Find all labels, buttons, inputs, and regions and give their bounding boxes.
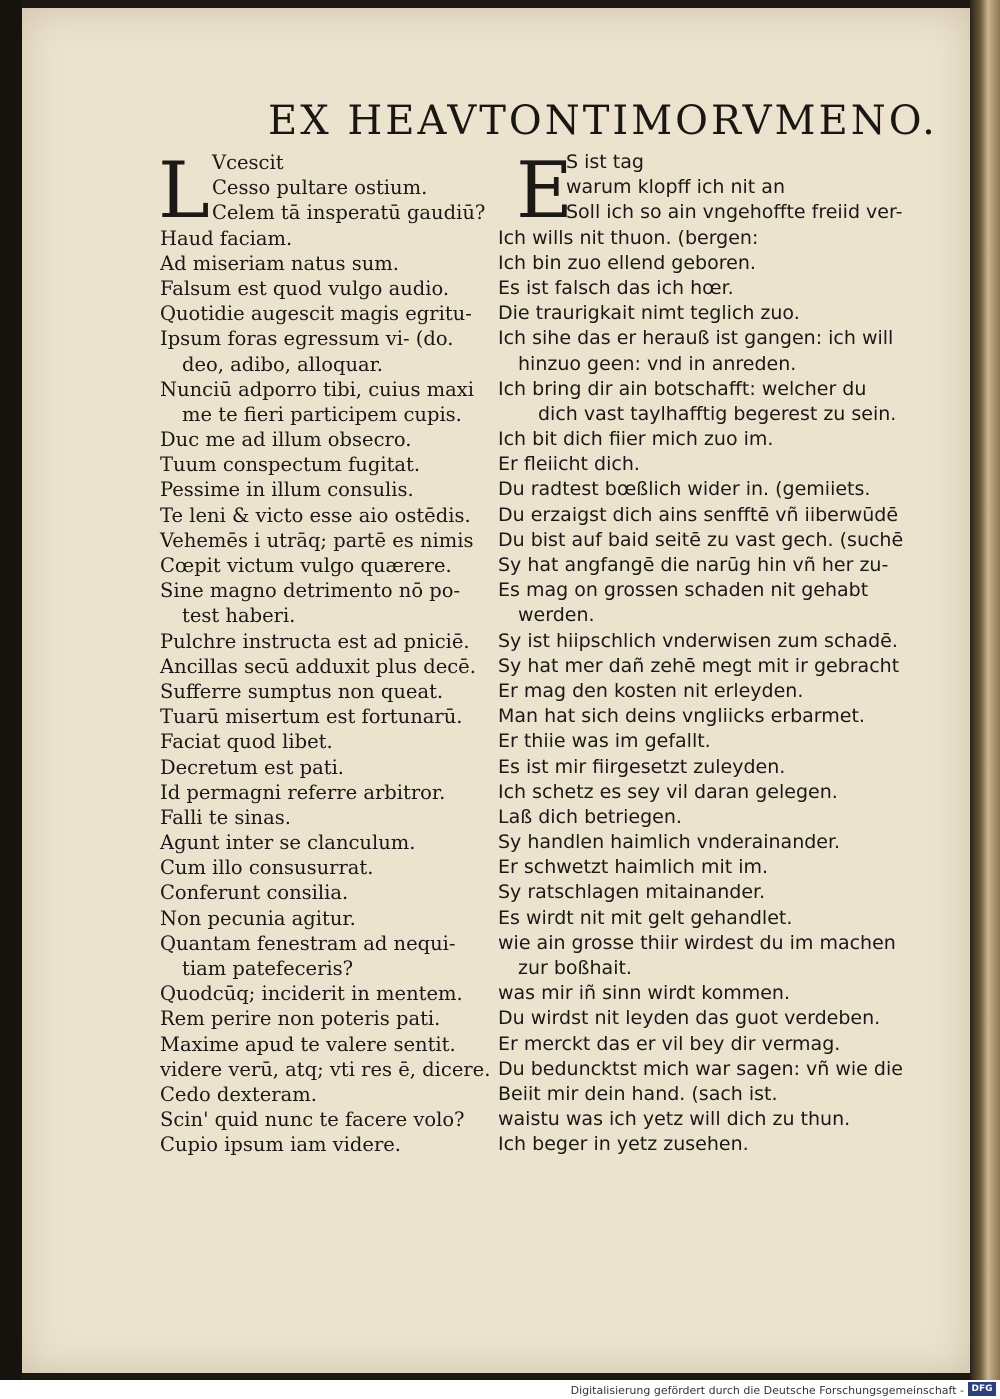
german-line: Du wirdst nit leyden das guot verdeben.: [498, 1007, 881, 1030]
german-line: Du erzaigst dich ains senfftē vñ iiberwūdē: [498, 503, 899, 526]
latin-line: Sine magno detrimento nō po-: [160, 579, 461, 603]
german-line: was mir iñ sinn wirdt kommen.: [498, 982, 791, 1005]
latin-line: me te fieri participem cupis.: [182, 402, 462, 426]
latin-line: Scin' quid nunc te facere volo?: [160, 1108, 465, 1132]
german-line: Es wirdt nit mit gelt gehandlet.: [498, 906, 793, 929]
dfg-logo: DFG: [968, 1382, 996, 1396]
german-line: Er schwetzt haimlich mit im.: [498, 856, 769, 879]
german-line: Man hat sich deins vngliicks erbarmet.: [498, 705, 865, 728]
german-line: Er mag den kosten nit erleyden.: [498, 679, 804, 702]
german-line: Beiit mir dein hand. (sach ist.: [498, 1082, 778, 1105]
german-line: waistu was ich yetz will dich zu thun.: [498, 1108, 851, 1131]
german-line: Ich bin zuo ellend geboren.: [498, 251, 756, 274]
drop-initial-left: L: [158, 146, 210, 236]
drop-initial-right: E: [516, 146, 573, 236]
german-line: hinzuo geen: vnd in anreden.: [518, 352, 797, 375]
german-column: [498, 146, 938, 1158]
latin-line: tiam patefeceris?: [182, 957, 354, 980]
latin-line: Non pecunia agitur.: [160, 906, 356, 930]
latin-line: Cesso pultare ostium.: [212, 176, 428, 200]
latin-line: Cœpit victum vulgo quærere.: [160, 554, 452, 577]
latin-column: [158, 146, 500, 1158]
latin-line: Haud faciam.: [160, 226, 293, 250]
latin-line: Ad miseriam natus sum.: [160, 251, 399, 275]
latin-line: Conferunt consilia.: [160, 881, 349, 905]
latin-line: Vehemēs i utrāq; partē es nimis: [160, 528, 474, 552]
latin-line: Faciat quod libet.: [160, 730, 333, 754]
german-line: Ich beger in yetz zusehen.: [498, 1133, 749, 1156]
latin-line: Falsum est quod vulgo audio.: [160, 276, 450, 300]
latin-line: videre verū, atq; vti res ē, dicere.: [160, 1057, 491, 1081]
german-line: warum klopff ich nit an: [566, 176, 785, 199]
german-line: Du beduncktst mich war sagen: vñ wie die: [498, 1057, 903, 1080]
german-line: zur boßhait.: [518, 957, 632, 979]
latin-line: Sufferre sumptus non queat.: [160, 679, 444, 703]
german-line: Ich bring dir ain botschafft: welcher du: [498, 377, 867, 400]
german-line: Er thiie was im gefallt.: [498, 730, 711, 753]
latin-line: Ancillas secū adduxit plus decē.: [160, 654, 476, 678]
latin-line: Quotidie augescit magis egritu-: [160, 302, 472, 326]
german-line: wie ain grosse thiir wirdest du im machen: [498, 931, 896, 954]
latin-line: Falli te sinas.: [160, 805, 291, 829]
german-line: S ist tag: [566, 151, 644, 173]
latin-line: Pessime in illum consulis.: [160, 478, 414, 502]
german-line: Er merckt das er vil bey dir vermag.: [498, 1032, 841, 1055]
german-line: Die traurigkait nimt teglich zuo.: [498, 302, 800, 325]
latin-line: Cupio ipsum iam videre.: [160, 1133, 401, 1157]
page-header: EX HEAVTONTIMORVMENO.: [268, 98, 938, 144]
latin-line: Nunciū adporro tibi, cuius maxi: [160, 377, 475, 401]
german-line: Du radtest bœßlich wider in. (gemiiets.: [498, 478, 871, 501]
latin-line: Cedo dexteram.: [160, 1082, 317, 1106]
latin-line: Agunt inter se clanculum.: [160, 831, 416, 855]
latin-line: Decretum est pati.: [160, 755, 345, 779]
german-line: Ich bit dich fiier mich zuo im.: [498, 428, 774, 451]
german-line: Laß dich betriegen.: [498, 805, 682, 828]
german-line: Es ist falsch das ich hœr.: [498, 276, 734, 299]
latin-line: Pulchre instructa est ad pniciē.: [160, 629, 470, 653]
german-line: Sy hat mer dañ zehē megt mit ir gebracht: [498, 654, 900, 677]
book-binding-edge: [970, 0, 1000, 1380]
german-line: Ich wills nit thuon. (bergen:: [498, 226, 759, 249]
latin-line: Vcescit: [212, 151, 284, 174]
german-line: werden.: [518, 604, 595, 627]
latin-line: Ipsum foras egressum vi- (do.: [160, 327, 454, 351]
german-line: Soll ich so ain vngehoffte freiid ver-: [566, 201, 903, 224]
latin-line: Tuarū misertum est fortunarū.: [160, 705, 463, 729]
latin-line: Cum illo consusurrat.: [160, 856, 374, 880]
latin-line: Quodcūq; inciderit in mentem.: [160, 982, 463, 1006]
german-line: dich vast taylhafftig begerest zu sein.: [538, 402, 897, 425]
latin-line: Te leni & victo esse aio ostēdis.: [160, 503, 471, 527]
german-line: Du bist auf baid seitē zu vast gech. (suchē: [498, 528, 904, 551]
german-line: Sy ratschlagen mitainander.: [498, 881, 766, 904]
scan-edge-left: [0, 0, 22, 1380]
german-line: Sy handlen haimlich vnderainander.: [498, 831, 841, 854]
latin-line: deo, adibo, alloquar.: [182, 352, 384, 376]
german-line: Er fleiicht dich.: [498, 453, 640, 476]
german-line: Ich sihe das er herauß ist gangen: ich will: [498, 327, 894, 350]
german-line: Sy ist hiipschlich vnderwisen zum schadē.: [498, 629, 898, 652]
german-line: Sy hat angfangē die narūg hin vñ her zu-: [498, 554, 889, 576]
german-line: Es ist mir fiirgesetzt zuleyden.: [498, 755, 786, 778]
funding-credit: Digitalisierung gefördert durch die Deutsche Forschungsgemeinschaft -: [570, 1384, 964, 1397]
latin-line: Maxime apud te valere sentit.: [160, 1032, 456, 1056]
latin-line: Celem tā insperatū gaudiū?: [212, 201, 486, 225]
german-line: Es mag on grossen schaden nit gehabt: [498, 579, 869, 602]
german-line: Ich schetz es sey vil daran gelegen.: [498, 780, 838, 803]
latin-line: Tuum conspectum fugitat.: [160, 453, 421, 477]
latin-line: test haberi.: [182, 604, 296, 628]
latin-line: Id permagni referre arbitror.: [160, 780, 446, 804]
latin-line: Quantam fenestram ad nequi-: [160, 931, 456, 955]
latin-line: Rem perire non poteris pati.: [160, 1007, 441, 1031]
latin-line: Duc me ad illum obsecro.: [160, 428, 412, 452]
